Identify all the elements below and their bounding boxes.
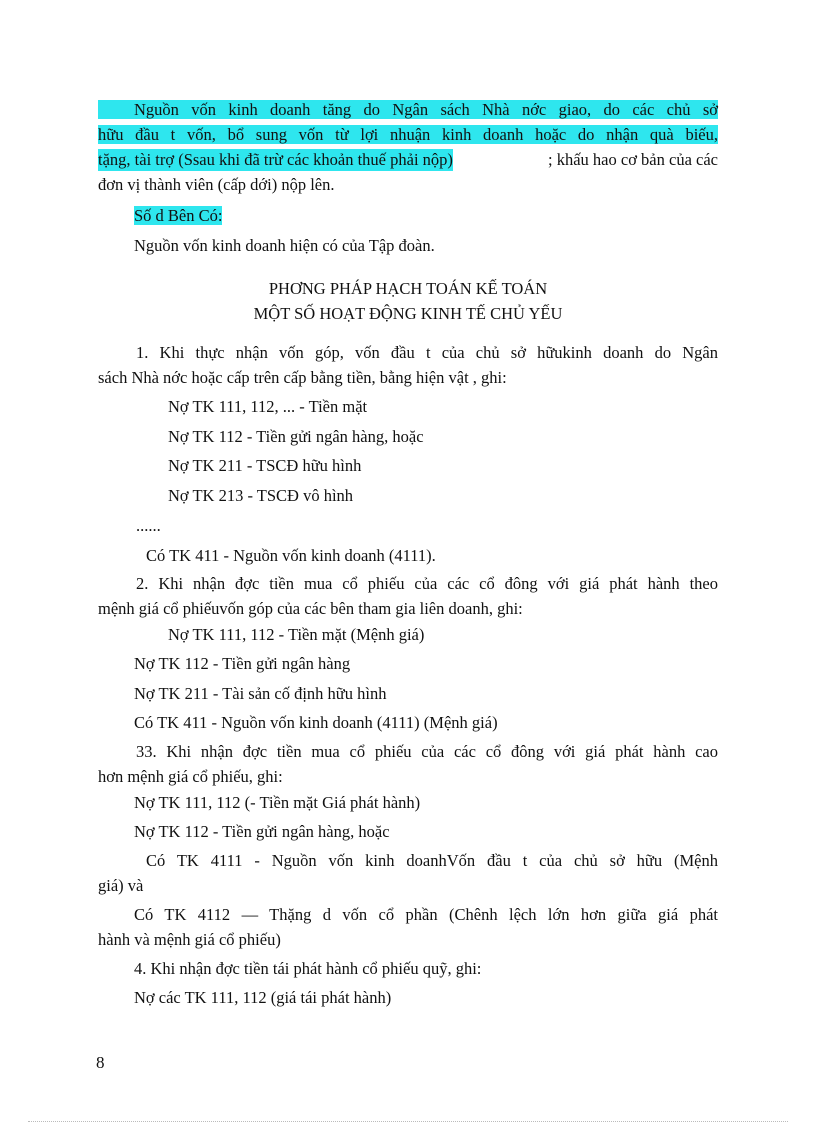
item1-entry: Nợ TK 111, 112, ... - Tiền mặt <box>168 397 368 416</box>
para1-line4: đơn vị thành viên (cấp dới) nộp lên. <box>98 175 335 194</box>
para1-line3-rest: ; khấu hao cơ bản của các <box>548 150 718 169</box>
balance-text: Nguồn vốn kinh doanh hiện có của Tập đoàn. <box>134 236 435 255</box>
item2-entry: Có TK 411 - Nguồn vốn kinh doanh (4111) (Mệnh giá) <box>134 713 498 732</box>
item3-line2: hơn mệnh giá cổ phiếu, ghi: <box>98 767 283 786</box>
item3-credit1-line1: Có TK 4111 - Nguồn vốn kinh doanhVốn đầu t của chủ sở hữu (Mệnh <box>146 851 718 870</box>
item4-line1: 4. Khi nhận đợc tiền tái phát hành cổ phiếu quỹ, ghi: <box>134 959 482 978</box>
para1-line1 <box>98 99 718 121</box>
item1-entry: Nợ TK 211 - TSCĐ hữu hình <box>168 456 362 475</box>
highlighted-text: Nguồn vốn kinh doanh tăng do Ngân sách Nhà nớc giao, do các chủ sở <box>98 100 718 119</box>
item3-credit2-line1: Có TK 4112 — Thặng d vốn cổ phần (Chênh lệch lớn hơn giữa giá phát <box>134 905 718 924</box>
highlighted-text: hữu đầu t vốn, bổ sung vốn từ lợi nhuận kinh doanh hoặc do nhận quà biếu, <box>98 125 718 144</box>
section-heading-line1: PHƠNG PHÁP HẠCH TOÁN KẾ TOÁN <box>268 279 548 298</box>
item4-entry: Nợ các TK 111, 112 (giá tái phát hành) <box>134 988 392 1007</box>
section-heading-line2: MỘT SỐ HOẠT ĐỘNG KINH TẾ CHỦ YẾU <box>253 304 563 323</box>
item3-credit2-line2: hành và mệnh giá cổ phiếu) <box>98 930 281 949</box>
para1-line3 <box>98 149 718 171</box>
item1-entry: Nợ TK 112 - Tiền gửi ngân hàng, hoặc <box>168 427 424 446</box>
item2-entry: Nợ TK 112 - Tiền gửi ngân hàng <box>134 654 351 673</box>
item3-entry: Nợ TK 112 - Tiền gửi ngân hàng, hoặc <box>134 822 390 841</box>
item1-ellipsis: ...... <box>136 516 161 535</box>
balance-label-line <box>134 205 222 227</box>
item2-entry: Nợ TK 211 - Tài sản cố định hữu hình <box>134 684 387 703</box>
balance-label: Số d Bên Có: <box>134 206 223 225</box>
item1-entry: Nợ TK 213 - TSCĐ vô hình <box>168 486 354 505</box>
item2-line2: mệnh giá cổ phiếuvốn góp của các bên tham gia liên doanh, ghi: <box>98 599 523 618</box>
item3-line1: 33. Khi nhận đợc tiền mua cổ phiếu của các cổ đông với giá phát hành cao <box>136 742 718 761</box>
item3-entry: Nợ TK 111, 112 (- Tiền mặt Giá phát hành) <box>134 793 421 812</box>
highlighted-text: tặng, tài trợ (Ssau khi đã trừ các khoản thuế phải nộp) <box>98 150 453 169</box>
item1-line1: 1. Khi thực nhận vốn góp, vốn đầu t của chủ sở hữukinh doanh do Ngân <box>136 343 718 362</box>
page-bottom-rule <box>28 1121 788 1122</box>
item3-credit1-line2: giá) và <box>98 876 144 895</box>
item1-line2: sách Nhà nớc hoặc cấp trên cấp bằng tiền, bằng hiện vật , ghi: <box>98 368 507 387</box>
page-number: 8 <box>96 1053 105 1072</box>
item2-line1: 2. Khi nhận đợc tiền mua cổ phiếu của các cổ đông với giá phát hành theo <box>136 574 718 593</box>
item2-entry: Nợ TK 111, 112 - Tiền mặt (Mệnh giá) <box>168 625 425 644</box>
item1-credit: Có TK 411 - Nguồn vốn kinh doanh (4111). <box>146 546 436 565</box>
para1-line2 <box>98 124 718 146</box>
